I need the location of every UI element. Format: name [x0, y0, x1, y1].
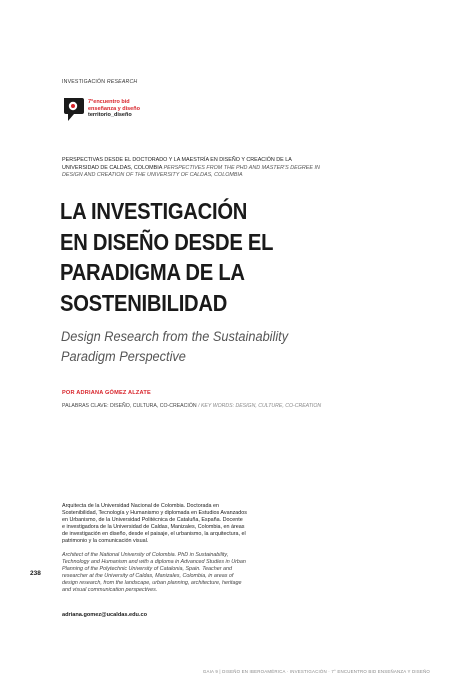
logo-line-3: territorio_diseño	[88, 112, 132, 118]
event-logo	[62, 97, 152, 123]
keywords-es: PALABRAS CLAVE: DISEÑO, CULTURA, CO-CREACIÓN	[62, 403, 197, 409]
section-label-es: INVESTIGACIÓN	[62, 79, 106, 85]
page-number: 238	[30, 570, 41, 577]
subtitle-line: Design Research from the Sustainability	[61, 329, 289, 345]
article-title	[60, 196, 318, 318]
logo-line-2: enseñanza y diseño	[88, 105, 140, 112]
title-line: SOSTENIBILIDAD	[60, 289, 228, 316]
article-subtitle	[61, 327, 288, 367]
program-perspectives	[62, 157, 322, 180]
author-bio-en: Architect of the National University of Colombia. PhD in Sustainability, Technology and Humanism and with a diploma in Advanced Studies in Urban Planning of the Polytechnic University of Catalonia, Spain. Teacher and researcher at the University of Caldas, Manizales, Colombia, in areas of design research, from the landscape, urban planning, architecture, heritage and visual communication perspectives.	[62, 552, 246, 593]
subtitle-line: Paradigm Perspective	[61, 349, 186, 365]
keywords-en: / KEY WORDS: DESIGN, CULTURE, CO-CREATION	[198, 403, 322, 409]
page-footer: GAIA 9 | DISEÑO EN IBEROAMÉRICA · INVESTIGACIÓN · 7° ENCUENTRO BID ENSEÑANZA Y DISEÑO	[202, 669, 430, 674]
author-email[interactable]: adriana.gomez@ucaldas.edu.co	[62, 612, 148, 618]
perspectives-en: PERSPECTIVES FROM THE PHD AND MASTER'S DEGREE IN DESIGN AND CREATION OF THE UNIVERSITY OF CALDAS, COLOMBIA	[62, 164, 320, 179]
section-label	[62, 79, 137, 85]
author-byline: POR ADRIANA GÓMEZ ALZATE	[62, 390, 151, 396]
logo-text	[88, 99, 140, 119]
logo-mark-icon	[62, 97, 86, 123]
author-bio-es: Arquitecta de la Universidad Nacional de Colombia. Doctorada en Sostenibilidad, Tecnología y Humanismo y diplomada en Estudios Avanzados en Urbanismo, de la Universidad Politécnica de Cataluña, España. Docente e investigadora de la Universidad de Caldas, Manizales, Colombia, en áreas de investigación en diseño, desde el paisaje, el urbanismo, la arquitectura, el patrimonio y la comunicación visual.	[62, 503, 247, 544]
title-line: LA INVESTIGACIÓN	[60, 198, 248, 224]
logo-line-1: 7°encuentro bid	[88, 99, 130, 105]
title-line: PARADIGMA DE LA	[60, 259, 245, 285]
keywords	[62, 403, 321, 409]
title-line: EN DISEÑO DESDE EL	[60, 228, 274, 255]
perspectives-es: PERSPECTIVAS DESDE EL DOCTORADO Y LA MAESTRÍA EN DISEÑO Y CREACIÓN DE LA UNIVERSIDAD DE CALDAS, COLOMBIA	[62, 157, 292, 171]
section-label-en: RESEARCH	[106, 79, 138, 85]
